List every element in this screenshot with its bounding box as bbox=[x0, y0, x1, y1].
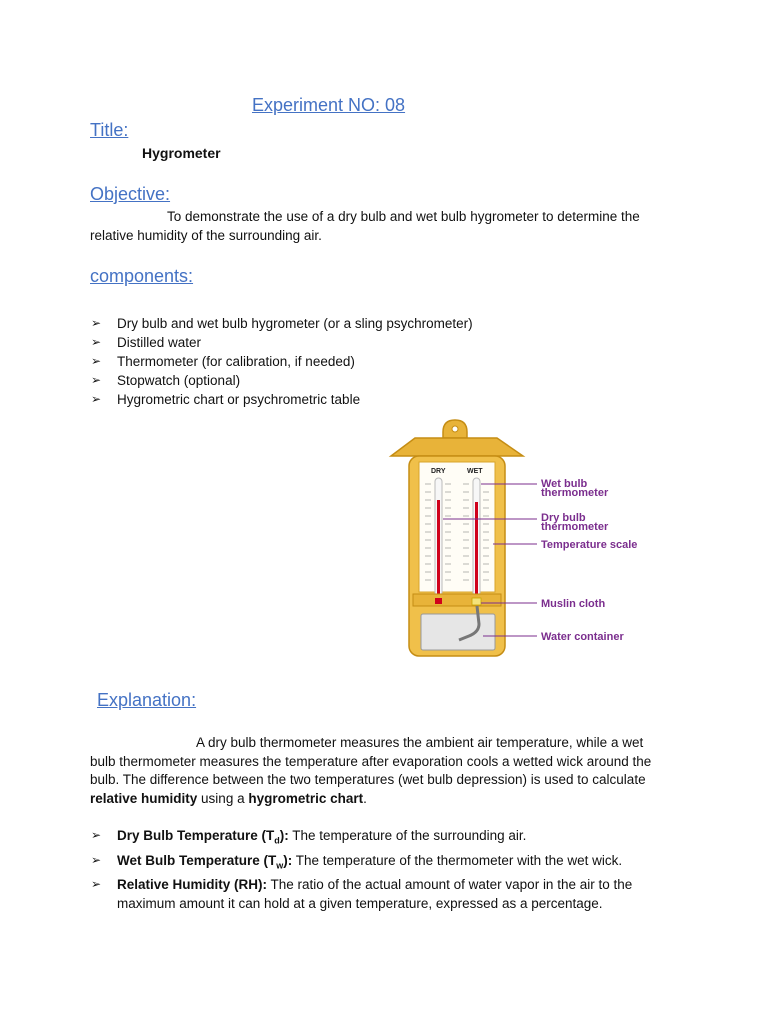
arrow-bullet-icon: ➢ bbox=[91, 828, 102, 842]
title-heading: Title: bbox=[90, 120, 129, 140]
explanation-line1: A dry bulb thermometer measures the ambient air temperature, while a wet bbox=[196, 735, 644, 750]
hanging-hole-icon bbox=[452, 426, 458, 432]
arrow-bullet-icon: ➢ bbox=[91, 373, 102, 387]
objective-text-line1: To demonstrate the use of a dry bulb and wet bulb hygrometer to determine the bbox=[167, 209, 640, 224]
shelf bbox=[413, 594, 501, 606]
list-item: ➢ Thermometer (for calibration, if needed) bbox=[91, 354, 355, 369]
list-item: ➢ Distilled water bbox=[91, 335, 202, 350]
water-container-label: Water container bbox=[541, 631, 624, 643]
muslin-cloth-label: Muslin cloth bbox=[541, 598, 606, 610]
hygrometer-diagram bbox=[385, 418, 675, 663]
arrow-bullet-icon: ➢ bbox=[91, 877, 102, 892]
wet-label: WET bbox=[467, 468, 483, 475]
list-item: ➢ Stopwatch (optional) bbox=[91, 373, 241, 388]
wet-bulb-label-line1: Wet bulb bbox=[541, 478, 588, 490]
arrow-bullet-icon: ➢ bbox=[91, 316, 102, 330]
list-item: ➢ Dry Bulb Temperature $(T_d)$: The temperature of the surrounding air. bbox=[91, 828, 527, 846]
arrow-bullet-icon: ➢ bbox=[91, 354, 102, 368]
explanation-line3: bulb. The difference between the two temperatures (wet bulb depression) is used to calculate bbox=[90, 772, 646, 787]
dry-label: DRY bbox=[431, 468, 446, 475]
water-container bbox=[421, 614, 495, 650]
objective-heading: Objective: bbox=[90, 184, 171, 204]
temperature-scale-label: Temperature scale bbox=[541, 539, 638, 551]
roof bbox=[391, 438, 523, 456]
list-item: ➢ Relative Humidity (RH): The ratio of the actual amount of water vapor in the air to the maximum amount it can hold at a given temperature, expressed as a percentage. bbox=[91, 877, 633, 912]
list-item: ➢ Dry bulb and wet bulb hygrometer (or a sling psychrometer) bbox=[91, 316, 473, 331]
wet-thermometer-mercury bbox=[475, 502, 478, 594]
definitions-list bbox=[91, 826, 691, 913]
explanation-heading: Explanation: bbox=[97, 690, 197, 710]
dry-bulb-label-line1: Dry bulb bbox=[541, 512, 586, 524]
dry-thermometer-mercury bbox=[437, 500, 440, 594]
arrow-bullet-icon: ➢ bbox=[91, 852, 102, 867]
title-value: Hygrometer bbox=[142, 145, 221, 161]
experiment-title: Experiment NO: 08 bbox=[252, 95, 406, 115]
scale-panel bbox=[419, 462, 495, 592]
arrow-bullet-icon: ➢ bbox=[91, 335, 102, 349]
list-item: ➢ Wet Bulb Temperature $(T_w)$: The temperature of the thermometer with the wet wick. bbox=[91, 852, 623, 871]
list-item: ➢ Hygrometric chart or psychrometric table bbox=[91, 392, 361, 407]
components-list bbox=[91, 314, 691, 409]
components-heading: components: bbox=[90, 266, 194, 286]
dry-bulb-label-line2: thermometer bbox=[541, 521, 609, 533]
explanation-line4: relative humidity using a hygrometric chart. bbox=[90, 791, 367, 806]
objective-text-line2: relative humidity of the surrounding air. bbox=[90, 228, 322, 243]
arrow-bullet-icon: ➢ bbox=[91, 392, 102, 406]
explanation-line2: bulb thermometer measures the temperature after evaporation cools a wetted wick around the bbox=[90, 754, 652, 769]
wet-bulb-label-line2: thermometer bbox=[541, 487, 609, 499]
